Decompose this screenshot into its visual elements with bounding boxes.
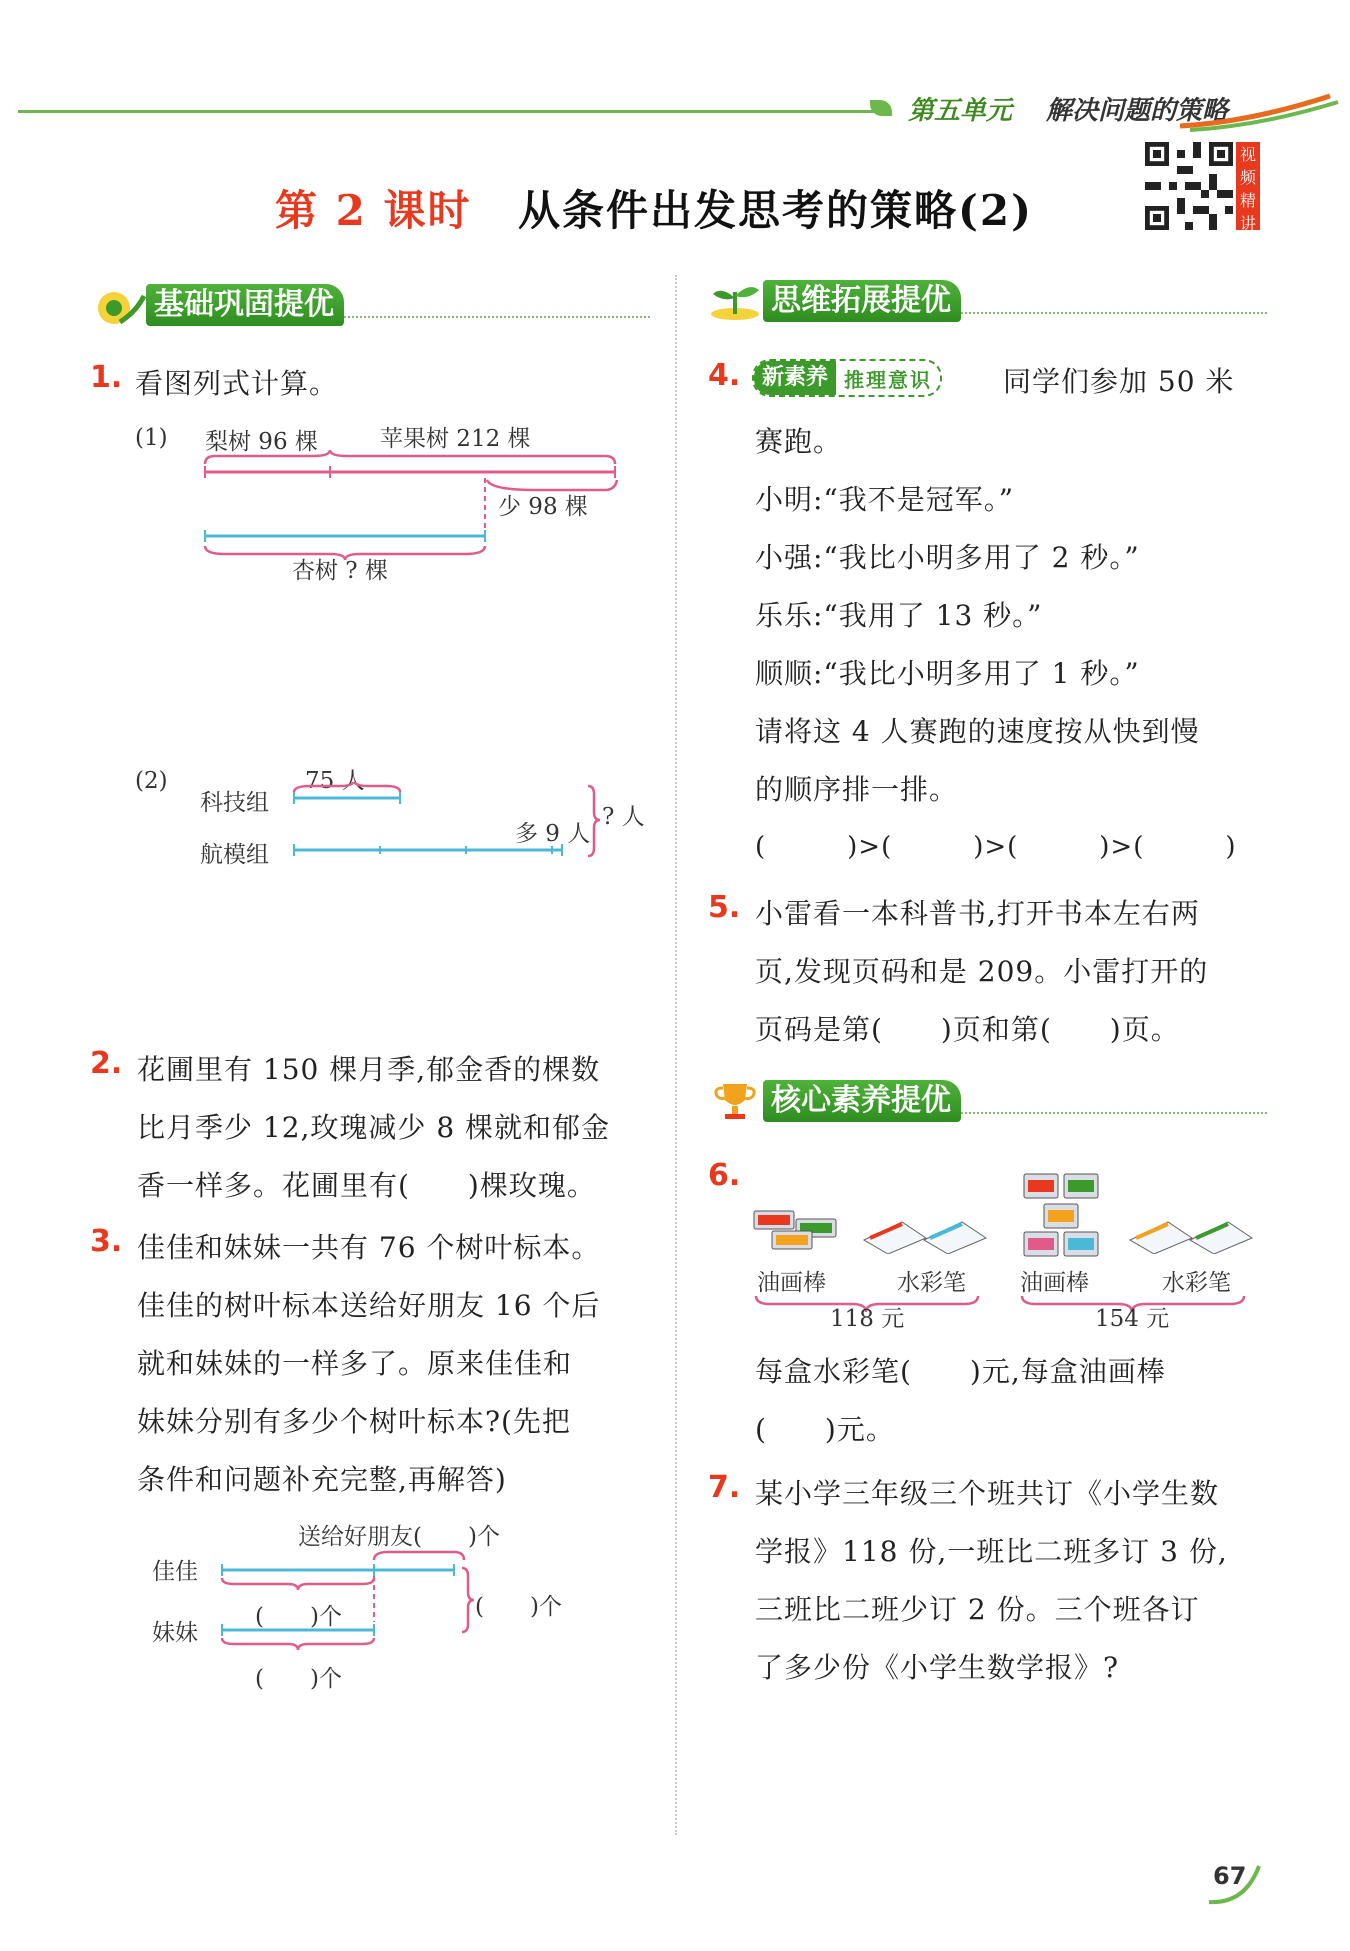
page-number: 67 — [1213, 1862, 1247, 1890]
tech-group-label: 科技组 — [200, 790, 269, 816]
question-line: 就和妹妹的一样多了。原来佳佳和 — [137, 1347, 573, 1380]
part-label: (2) — [135, 768, 168, 794]
crayon-label: 油画棒 — [757, 1270, 826, 1296]
question-number: 2. — [90, 1046, 123, 1081]
price-right: 154 元 — [1095, 1306, 1170, 1332]
question-line: 某小学三年级三个班共订《小学生数 — [755, 1477, 1220, 1510]
sprout-icon — [707, 278, 763, 324]
jiajia-label: 佳佳 — [152, 1559, 198, 1585]
diagram-3 — [218, 1550, 478, 1660]
markers-box-icon — [862, 1210, 988, 1254]
question-line: 妹妹分别有多少个树叶标本?(先把 — [137, 1405, 571, 1438]
gift-label[interactable]: 送给好朋友( )个 — [298, 1524, 500, 1550]
question-number: 5. — [708, 890, 741, 925]
qr-label-char: 视 — [1239, 145, 1256, 164]
question-line: 佳佳和妹妹一共有 76 个树叶标本。 — [137, 1231, 601, 1264]
section-basic-title: 基础巩固提优 — [146, 284, 344, 326]
header-unit: 第五单元 — [908, 96, 1013, 126]
meimei-label: 妹妹 — [152, 1620, 198, 1646]
question-number: 6. — [708, 1158, 741, 1193]
section-thinking-title: 思维拓展提优 — [763, 280, 961, 322]
question-line: 每盒水彩笔( )元,每盒油画棒 — [755, 1355, 1166, 1388]
total-label: ? 人 — [602, 804, 645, 830]
question-number: 1. — [90, 360, 123, 395]
question-line: 页,发现页码和是 209。小雷打开的 — [755, 955, 1209, 988]
question-line: 小强:“我比小明多用了 2 秒。” — [755, 541, 1140, 574]
question-number: 4. — [708, 358, 741, 393]
header-topic: 解决问题的策略 — [1046, 96, 1229, 126]
crayon-boxes-icon — [1022, 1172, 1102, 1260]
middle-blank[interactable]: ( )个 — [255, 1604, 342, 1630]
question-line: 香一样多。花圃里有( )棵玫瑰。 — [137, 1169, 596, 1202]
section-core-title: 核心素养提优 — [763, 1080, 961, 1122]
section-dots — [961, 1112, 1267, 1114]
question-number: 7. — [708, 1470, 741, 1505]
question-line: ( )元。 — [755, 1413, 895, 1446]
page-swoosh-icon — [1205, 1858, 1265, 1908]
apple-label: 苹果树 212 棵 — [380, 426, 531, 452]
bottom-blank[interactable]: ( )个 — [255, 1666, 342, 1692]
tag-new-literacy: 新素养 — [754, 361, 836, 395]
question-line: 乐乐:“我用了 13 秒。” — [755, 599, 1043, 632]
section-dots — [961, 312, 1267, 314]
question-line: 小明:“我不是冠军。” — [755, 483, 1015, 516]
crayon-label: 油画棒 — [1020, 1270, 1089, 1296]
literacy-tag — [752, 359, 942, 397]
header-rule — [18, 110, 878, 113]
qr-video-label — [1236, 142, 1260, 233]
tech-count-label: 75 人 — [305, 768, 365, 794]
qr-label-char: 讲 — [1239, 214, 1256, 233]
crayon-boxes-icon — [752, 1205, 840, 1251]
trophy-icon — [707, 1078, 763, 1124]
model-group-label: 航模组 — [200, 842, 269, 868]
question-line: 同学们参加 50 米 — [1003, 365, 1235, 398]
question-line: 小雷看一本科普书,打开书本左右两 — [755, 897, 1200, 930]
question-text: 看图列式计算。 — [135, 367, 339, 400]
markers-box-icon — [1128, 1210, 1254, 1254]
question-number: 3. — [90, 1224, 123, 1259]
qr-label-char: 精 — [1239, 191, 1256, 210]
marker-label: 水彩笔 — [897, 1270, 966, 1296]
section-basic-header — [90, 282, 650, 328]
leaf-icon — [870, 100, 892, 116]
marker-label: 水彩笔 — [1162, 1270, 1231, 1296]
question-line: 学报》118 份,一班比二班多订 3 份, — [755, 1535, 1228, 1568]
total-blank[interactable]: ( )个 — [475, 1594, 562, 1620]
question-line: 页码是第( )页和第( )页。 — [755, 1013, 1180, 1046]
question-line: 三班比二班少订 2 份。三个班各订 — [755, 1593, 1200, 1626]
question-line: 顺顺:“我比小明多用了 1 秒。” — [755, 657, 1140, 690]
price-left: 118 元 — [830, 1306, 905, 1332]
pear-label: 梨树 96 棵 — [205, 429, 318, 455]
column-divider — [675, 275, 677, 1835]
question-line: 请将这 4 人赛跑的速度按从快到慢 — [755, 715, 1200, 748]
less-label: 少 98 棵 — [498, 494, 588, 520]
qr-code-icon[interactable] — [1145, 142, 1233, 230]
apricot-label: 杏树 ? 棵 — [292, 558, 388, 584]
tag-reasoning: 推理意识 — [844, 367, 933, 392]
part-label: (1) — [135, 425, 168, 451]
question-line: 的顺序排一排。 — [755, 773, 959, 806]
page-title: 从条件出发思考的策略(2) — [518, 186, 1033, 235]
lesson-number: 第 2 课时 — [275, 186, 472, 235]
question-line: 佳佳的树叶标本送给好朋友 16 个后 — [137, 1289, 601, 1322]
question-line: 比月季少 12,玫瑰减少 8 棵就和郁金 — [137, 1111, 611, 1144]
more-label: 多 9 人 — [515, 821, 591, 847]
section-core-header — [707, 1078, 1267, 1124]
section-thinking-header — [707, 278, 1267, 324]
section-dots — [344, 316, 650, 318]
question-line: 花圃里有 150 棵月季,郁金香的棵数 — [137, 1053, 601, 1086]
question-line: 条件和问题补充完整,再解答) — [137, 1463, 507, 1496]
diagram-1-2 — [290, 782, 610, 862]
answer-blanks[interactable]: ( )>( )>( )>( ) — [755, 832, 1237, 862]
question-line: 了多少份《小学生数学报》? — [755, 1651, 1120, 1684]
qr-label-char: 频 — [1239, 168, 1256, 187]
gear-leaf-icon — [90, 282, 146, 328]
question-line: 赛跑。 — [755, 425, 843, 458]
header-swoosh-icon — [1180, 92, 1340, 132]
